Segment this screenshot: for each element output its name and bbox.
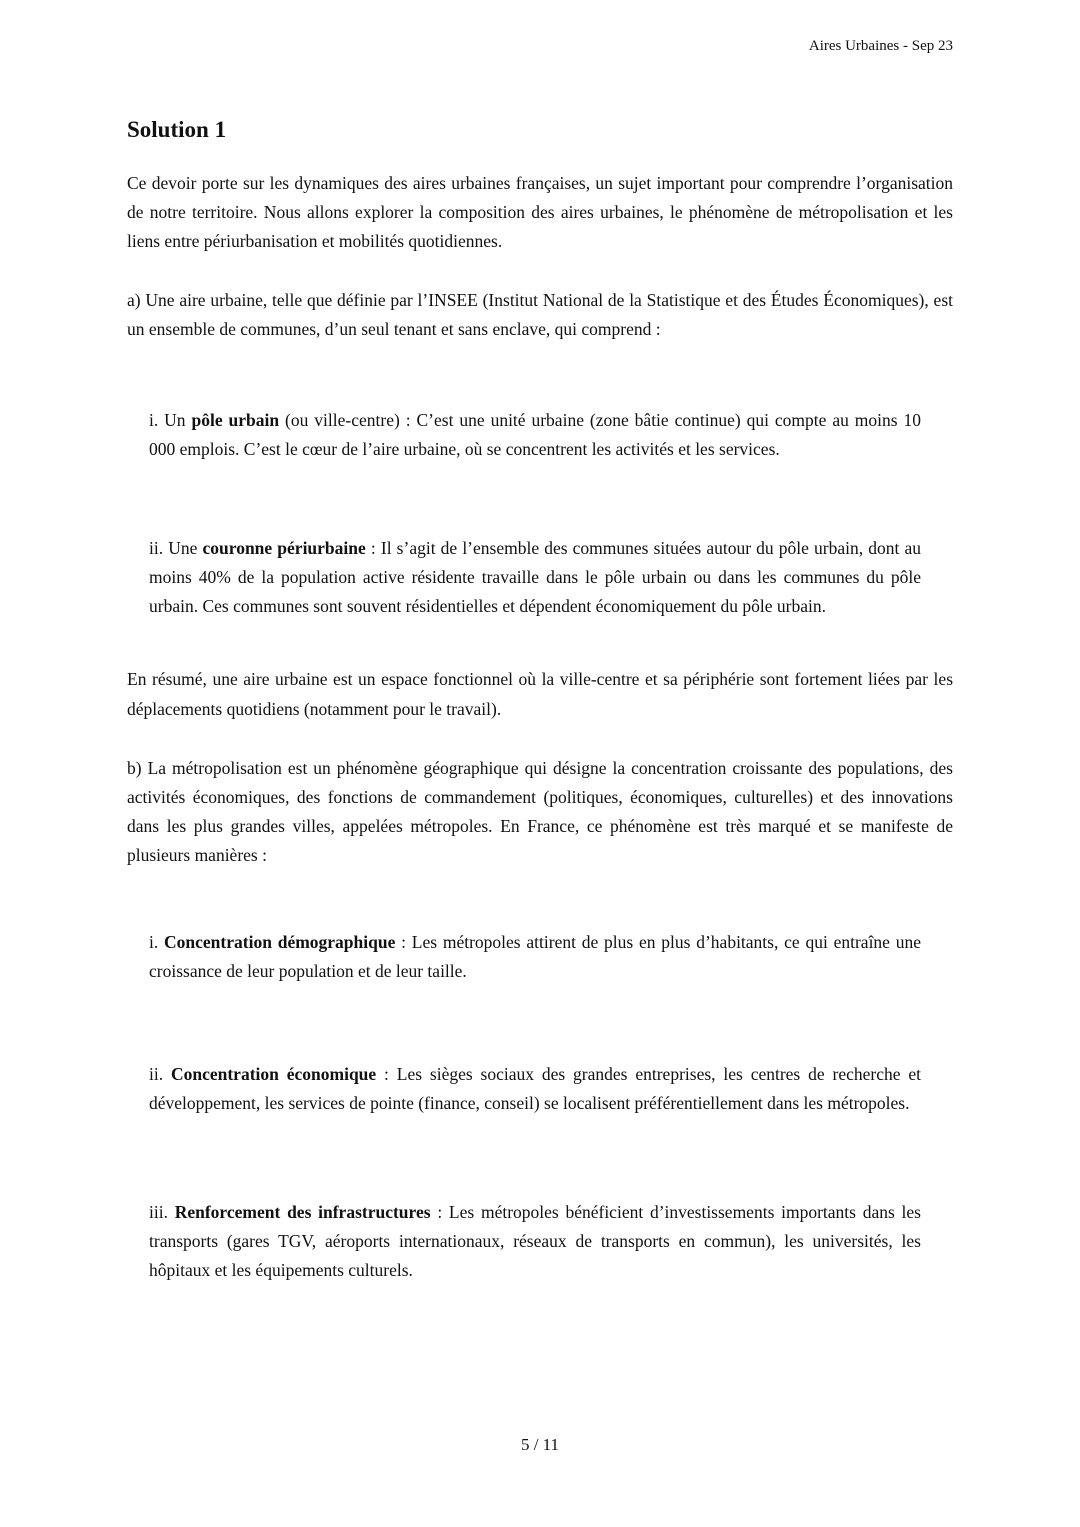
bold-term-pole-urbain: pôle urbain <box>191 410 280 431</box>
list-b-item-2 <box>149 1060 921 1118</box>
list-b-item-3-text: : Les métropoles bénéficient d’investissements importants dans les transports (gares TGV, aéroports internationaux, réseaux de transports en commun), les universités, les hôpitaux et les équipements culturels. <box>149 1201 921 1281</box>
page-number: 5 / 11 <box>520 1435 560 1454</box>
list-b-item-2-text: : Les sièges sociaux des grandes entreprises, les centres de recherche et développement, les services de pointe (finance, conseil) se localisent préférentiellement dans les métropoles. <box>149 1063 921 1113</box>
question-a-paragraph: a) Une aire urbaine, telle que définie par l’INSEE (Institut National de la Statistique et des Études Économiques), est un ensemble de communes, d’un seul tenant et sans enclave, qui comprend : <box>127 290 953 340</box>
bold-term-couronne-periurbaine: couronne périurbaine <box>202 538 366 559</box>
list-b-item-1 <box>149 928 921 986</box>
bold-term-concentration-demographique: Concentration démographique <box>164 931 396 952</box>
list-a-item-1-prefix: i. Un <box>149 410 192 431</box>
list-b-item-3 <box>149 1198 921 1285</box>
list-a-item-2 <box>149 534 921 621</box>
page-title: Solution 1 <box>127 117 227 142</box>
list-b-item-2-prefix: ii. <box>149 1063 171 1084</box>
question-b-paragraph: b) La métropolisation est un phénomène géographique qui désigne la concentration croissante des populations, des activités économiques, des fonctions de commandement (politiques, économiques, culturelles) et des innovations dans les plus grandes villes, appelées métropoles. En France, ce phénomène est très marqué et se manifeste de plusieurs manières : <box>127 757 953 865</box>
list-b-item-1-prefix: i. <box>149 931 165 952</box>
list-a-item-1-text: (ou ville-centre) : C’est une unité urbaine (zone bâtie continue) qui compte au moins 10 000 emplois. C’est le cœur de l’aire urbaine, où se concentrent les activités et les services. <box>149 410 921 460</box>
list-a-item-2-prefix: ii. Une <box>149 538 203 559</box>
intro-paragraph: Ce devoir porte sur les dynamiques des aires urbaines françaises, un sujet important pour comprendre l’organisation de notre territoire. Nous allons explorer la composition des aires urbaines, le phénomène de métropolisation et les liens entre périurbanisation et mobilités quotidiennes. <box>127 173 953 252</box>
summary-paragraph: En résumé, une aire urbaine est un espace fonctionnel où la ville-centre et sa périphérie sont fortement liées par les déplacements quotidiens (notamment pour le travail). <box>127 669 953 719</box>
list-b-item-1-text: : Les métropoles attirent de plus en plus d’habitants, ce qui entraîne une croissance de leur population et de leur taille. <box>149 931 921 981</box>
page-header: Aires Urbaines - Sep 23 <box>808 38 953 54</box>
list-a-item-1 <box>149 406 921 464</box>
list-a-item-2-text: : Il s’agit de l’ensemble des communes situées autour du pôle urbain, dont au moins 40% de la population active résidente travaille dans le pôle urbain ou dans les communes du pôle urbain. Ces communes sont souvent résidentielles et dépendent économiquement du pôle urbain. <box>149 538 921 617</box>
bold-term-renforcement-infrastructures: Renforcement des infrastructures <box>174 1201 431 1222</box>
bold-term-concentration-economique: Concentration économique <box>170 1063 377 1084</box>
list-b-item-3-prefix: iii. <box>149 1201 175 1222</box>
